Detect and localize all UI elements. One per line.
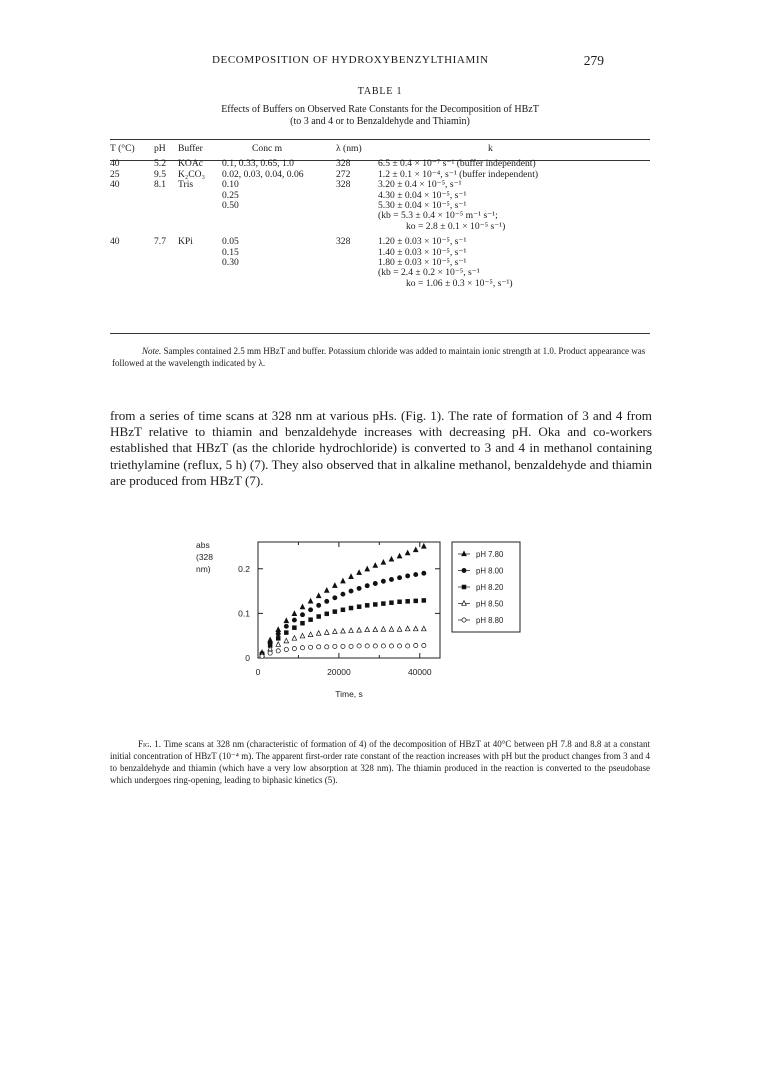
data-point xyxy=(292,626,296,630)
cell-k: 3.20 ± 0.4 × 10⁻⁵, s⁻¹ xyxy=(378,179,462,191)
data-point xyxy=(357,644,361,648)
table-label: TABLE 1 xyxy=(357,86,403,97)
data-point xyxy=(325,612,329,616)
cell-wavelength xyxy=(336,191,378,201)
data-point xyxy=(406,574,410,578)
cell-ph: 9.5 xyxy=(154,168,166,180)
data-point xyxy=(422,571,426,575)
data-point xyxy=(284,647,288,651)
table-header-row xyxy=(110,144,650,159)
data-point xyxy=(414,643,418,647)
data-point xyxy=(381,602,385,606)
cell-ph xyxy=(154,222,178,232)
table-row xyxy=(110,279,650,289)
data-point xyxy=(308,608,312,612)
cell-buffer: KPi xyxy=(178,236,193,248)
data-point xyxy=(341,578,346,583)
cell-k: ko = 2.8 ± 0.1 × 10⁻⁵ s⁻¹) xyxy=(406,220,506,232)
data-point xyxy=(317,645,321,649)
cell-buffer xyxy=(178,201,222,211)
data-point xyxy=(357,586,361,590)
data-point xyxy=(389,644,393,648)
cell-temperature: 40 xyxy=(110,236,120,248)
data-point xyxy=(284,631,288,635)
cell-wavelength xyxy=(336,279,378,289)
cell-wavelength xyxy=(336,222,378,232)
data-point xyxy=(422,643,426,647)
data-point xyxy=(406,599,410,603)
data-point xyxy=(349,644,353,648)
table-caption-line-2: (to 3 and 4 or to Benzaldehyde and Thiamin) xyxy=(290,116,470,127)
data-point xyxy=(381,579,385,583)
cell-concentration: 0.50 xyxy=(222,200,239,212)
data-point xyxy=(276,649,280,653)
table-note-text: Samples contained 2.5 mm HBzT and buffer. Potassium chloride was added to maintain ionic strength at 1.0. Product appearance was followed at the wavelength indicated by λ. xyxy=(112,346,646,368)
data-point xyxy=(292,611,297,616)
data-point xyxy=(349,574,354,579)
data-point xyxy=(292,618,296,622)
data-point xyxy=(397,627,402,632)
cell-ph: 5.2 xyxy=(154,158,166,170)
cell-temperature xyxy=(110,248,154,258)
data-point xyxy=(422,626,427,631)
legend-label: pH 7.80 xyxy=(476,550,504,559)
data-point xyxy=(300,621,304,625)
data-point xyxy=(260,654,264,658)
data-point xyxy=(405,626,410,631)
figure-caption xyxy=(110,738,650,786)
cell-temperature xyxy=(110,279,154,289)
cell-temperature xyxy=(110,191,154,201)
cell-buffer xyxy=(178,258,222,268)
cell-ph: 8.1 xyxy=(154,179,166,191)
data-point xyxy=(333,629,338,634)
x-axis-label: Time, s xyxy=(335,689,363,699)
cell-concentration: 0.25 xyxy=(222,189,239,201)
data-point xyxy=(316,593,321,598)
data-point xyxy=(292,636,297,641)
data-point xyxy=(373,627,378,632)
cell-k: (kb = 2.4 ± 0.2 × 10⁻⁵, s⁻¹ xyxy=(378,267,480,279)
data-point xyxy=(373,602,377,606)
data-point xyxy=(324,630,329,635)
cell-ph xyxy=(154,258,178,268)
data-point xyxy=(333,596,337,600)
data-point xyxy=(365,584,369,588)
table-row xyxy=(110,211,650,221)
data-point xyxy=(276,632,280,636)
cell-wavelength xyxy=(336,211,378,221)
cell-ph xyxy=(154,211,178,221)
table-row xyxy=(110,232,650,247)
cell-concentration: 0.02, 0.03, 0.04, 0.06 xyxy=(222,168,304,180)
table-caption xyxy=(110,104,650,128)
table-row xyxy=(110,268,650,278)
cell-k: 1.20 ± 0.03 × 10⁻⁵, s⁻¹ xyxy=(378,236,467,248)
cell-k: 4.30 ± 0.04 × 10⁻⁵, s⁻¹ xyxy=(378,189,467,201)
data-point xyxy=(324,588,329,593)
data-point xyxy=(341,644,345,648)
table-caption-line-1: Effects of Buffers on Observed Rate Constants for the Decomposition of HBzT xyxy=(221,104,539,115)
data-point xyxy=(341,628,346,633)
cell-wavelength xyxy=(336,268,378,278)
chart-svg xyxy=(190,530,570,720)
data-point xyxy=(365,644,369,648)
data-point xyxy=(373,581,377,585)
data-point xyxy=(341,608,345,612)
data-point xyxy=(365,566,370,571)
data-point xyxy=(414,572,418,576)
data-point xyxy=(389,627,394,632)
data-point xyxy=(381,644,385,648)
cell-k: 1.80 ± 0.03 × 10⁻⁵, s⁻¹ xyxy=(378,257,467,269)
data-point xyxy=(406,644,410,648)
cell-ph: 7.7 xyxy=(154,236,166,248)
cell-ph xyxy=(154,201,178,211)
cell-temperature: 40 xyxy=(110,179,120,191)
cell-wavelength: 328 xyxy=(336,236,351,248)
data-point xyxy=(316,631,321,636)
cell-buffer xyxy=(178,211,222,221)
data-point xyxy=(373,563,378,568)
data-point xyxy=(333,644,337,648)
cell-buffer: Tris xyxy=(178,179,194,191)
data-point xyxy=(389,601,393,605)
cell-temperature xyxy=(110,268,154,278)
cell-concentration xyxy=(222,268,336,278)
cell-k: ko = 1.06 ± 0.3 × 10⁻⁵, s⁻¹) xyxy=(406,277,513,289)
table-bottom-rule xyxy=(110,333,650,334)
column-header-wavelength: λ (nm) xyxy=(336,143,362,154)
cell-temperature: 40 xyxy=(110,158,120,170)
table-note-label: Note. xyxy=(142,346,162,356)
y-axis-label-line: abs xyxy=(196,540,210,550)
cell-buffer: K₂CO₃ xyxy=(178,168,205,180)
legend-marker xyxy=(462,551,467,556)
cell-ph xyxy=(154,268,178,278)
column-header-k: k xyxy=(488,143,493,154)
data-point xyxy=(389,557,394,562)
data-point xyxy=(413,626,418,631)
cell-wavelength xyxy=(336,248,378,258)
data-point xyxy=(414,599,418,603)
data-point xyxy=(349,628,354,633)
cell-k: 1.40 ± 0.03 × 10⁻⁵, s⁻¹ xyxy=(378,246,467,258)
legend-marker xyxy=(462,618,466,622)
data-point xyxy=(284,638,289,643)
data-point xyxy=(381,560,386,565)
page-header xyxy=(212,54,604,72)
table-top-rule xyxy=(110,139,650,140)
data-point xyxy=(308,632,313,637)
data-point xyxy=(292,647,296,651)
data-point xyxy=(397,644,401,648)
cell-k: (kb = 5.3 ± 0.4 × 10⁻⁵ m⁻¹ s⁻¹; xyxy=(378,210,498,222)
data-point xyxy=(397,576,401,580)
cell-k: 1.2 ± 0.1 × 10⁻⁴, s⁻¹ (buffer independent) xyxy=(378,168,539,180)
data-point xyxy=(308,599,313,604)
cell-wavelength xyxy=(336,258,378,268)
cell-buffer xyxy=(178,191,222,201)
cell-concentration: 0.10 xyxy=(222,179,239,191)
data-point xyxy=(300,604,305,609)
cell-concentration xyxy=(222,279,336,289)
data-point xyxy=(381,627,386,632)
cell-concentration xyxy=(222,222,336,232)
cell-buffer xyxy=(178,248,222,258)
data-point xyxy=(300,633,305,638)
data-point xyxy=(397,553,402,558)
figure-1-chart xyxy=(190,530,570,720)
legend-label: pH 8.20 xyxy=(476,583,504,592)
cell-wavelength: 328 xyxy=(336,158,351,170)
data-point xyxy=(357,570,362,575)
data-point xyxy=(333,610,337,614)
table-row xyxy=(110,222,650,232)
data-point xyxy=(284,618,289,623)
cell-temperature xyxy=(110,211,154,221)
data-point xyxy=(422,598,426,602)
data-point xyxy=(268,651,272,655)
data-point xyxy=(413,547,418,552)
data-point xyxy=(398,600,402,604)
legend-marker xyxy=(462,585,466,589)
figure-caption-label: Fig. 1. xyxy=(138,739,162,749)
y-tick-label: 0.1 xyxy=(238,608,250,619)
column-header-ph: pH xyxy=(154,143,166,154)
page-number: 279 xyxy=(583,53,604,68)
x-tick-label: 20000 xyxy=(327,667,351,677)
data-point xyxy=(333,583,338,588)
cell-wavelength: 328 xyxy=(336,179,351,191)
cell-buffer xyxy=(178,268,222,278)
table-note xyxy=(112,345,650,369)
cell-ph xyxy=(154,248,178,258)
data-point xyxy=(389,577,393,581)
legend-label: pH 8.00 xyxy=(476,566,504,576)
cell-buffer xyxy=(178,222,222,232)
data-point xyxy=(341,592,345,596)
x-tick-label: 40000 xyxy=(407,667,432,677)
cell-concentration: 0.1, 0.33, 0.65, 1.0 xyxy=(222,158,294,170)
data-point xyxy=(276,636,280,640)
data-point xyxy=(300,613,304,617)
cell-concentration: 0.05 xyxy=(222,236,239,248)
data-point xyxy=(373,644,377,648)
running-title: DECOMPOSITION OF HYDROXYBENZYLTHIAMIN xyxy=(212,54,489,66)
legend-label: pH 8.50 xyxy=(476,599,504,609)
cell-concentration: 0.15 xyxy=(222,246,239,258)
cell-concentration xyxy=(222,211,336,221)
figure-caption-text: Time scans at 328 nm (characteristic of formation of 4) of the decomposition of HBzT at 40°C between pH 7.8 and 8.8 at a constant initial concentration of HBzT (10⁻⁴ m). The apparent first-order rate constant of the reaction increases with pH but the product changes from 3 and 4 to benzaldehyde and thiamin (which have a very low absorption at 328 nm). The thiamin produced in the reaction is converted to the pseudobase which undergoes ring-opening, leading to biphasic kinetics (5). xyxy=(110,739,650,785)
table-body xyxy=(110,159,650,289)
legend-marker xyxy=(462,568,466,572)
cell-temperature xyxy=(110,258,154,268)
data-point xyxy=(317,603,321,607)
data-point xyxy=(349,589,353,593)
data-point xyxy=(357,605,361,609)
cell-wavelength: 272 xyxy=(336,168,351,180)
cell-ph xyxy=(154,191,178,201)
cell-wavelength xyxy=(336,201,378,211)
y-axis-label-line: (328 xyxy=(196,552,214,562)
data-point xyxy=(317,615,321,619)
column-header-buffer: Buffer xyxy=(178,143,203,154)
body-paragraph: from a series of time scans at 328 nm at various pHs. (Fig. 1). The rate of formation of 3 and 4 from HBzT relative to thiamin and benzaldehyde increases with decreasing pH. Oka and co-workers established that HBzT (as the chloride hydrochloride) is converted to 3 and 4 in methanol containing triethylamine (reflux, 5 h) (7). They also observed that in alkaline methanol, benzaldehyde and thiamin are produced from HBzT (7). xyxy=(110,408,652,488)
cell-k: 6.5 ± 0.4 × 10⁻⁷ s⁻¹ (buffer independent) xyxy=(378,158,536,170)
data-point xyxy=(308,645,312,649)
legend-marker xyxy=(462,601,467,606)
data-point xyxy=(325,645,329,649)
data-point xyxy=(325,599,329,603)
data-point xyxy=(349,606,353,610)
data-point xyxy=(422,544,427,549)
cell-buffer xyxy=(178,279,222,289)
cell-temperature xyxy=(110,222,154,232)
x-tick-label: 0 xyxy=(255,667,261,677)
y-tick-label: 0.2 xyxy=(238,563,250,574)
legend-label: pH 8.80 xyxy=(476,616,504,625)
y-tick-label: 0 xyxy=(245,653,250,663)
y-axis-label-line: nm) xyxy=(196,564,211,574)
data-point xyxy=(300,646,304,650)
data-point xyxy=(284,624,288,628)
cell-concentration: 0.30 xyxy=(222,257,239,269)
data-point xyxy=(365,627,370,632)
cell-k: 5.30 ± 0.04 × 10⁻⁵, s⁻¹ xyxy=(378,200,467,212)
cell-temperature: 25 xyxy=(110,168,120,180)
cell-buffer: KOAc xyxy=(178,158,204,170)
rate-constants-table xyxy=(110,144,650,289)
data-point xyxy=(405,550,410,555)
cell-ph xyxy=(154,279,178,289)
column-header-temperature: T (°C) xyxy=(110,143,135,154)
data-point xyxy=(276,642,281,647)
data-point xyxy=(365,603,369,607)
data-point xyxy=(276,627,281,632)
data-point xyxy=(309,618,313,622)
cell-temperature xyxy=(110,201,154,211)
column-header-concentration: Conc m xyxy=(252,143,283,154)
data-point xyxy=(357,628,362,633)
